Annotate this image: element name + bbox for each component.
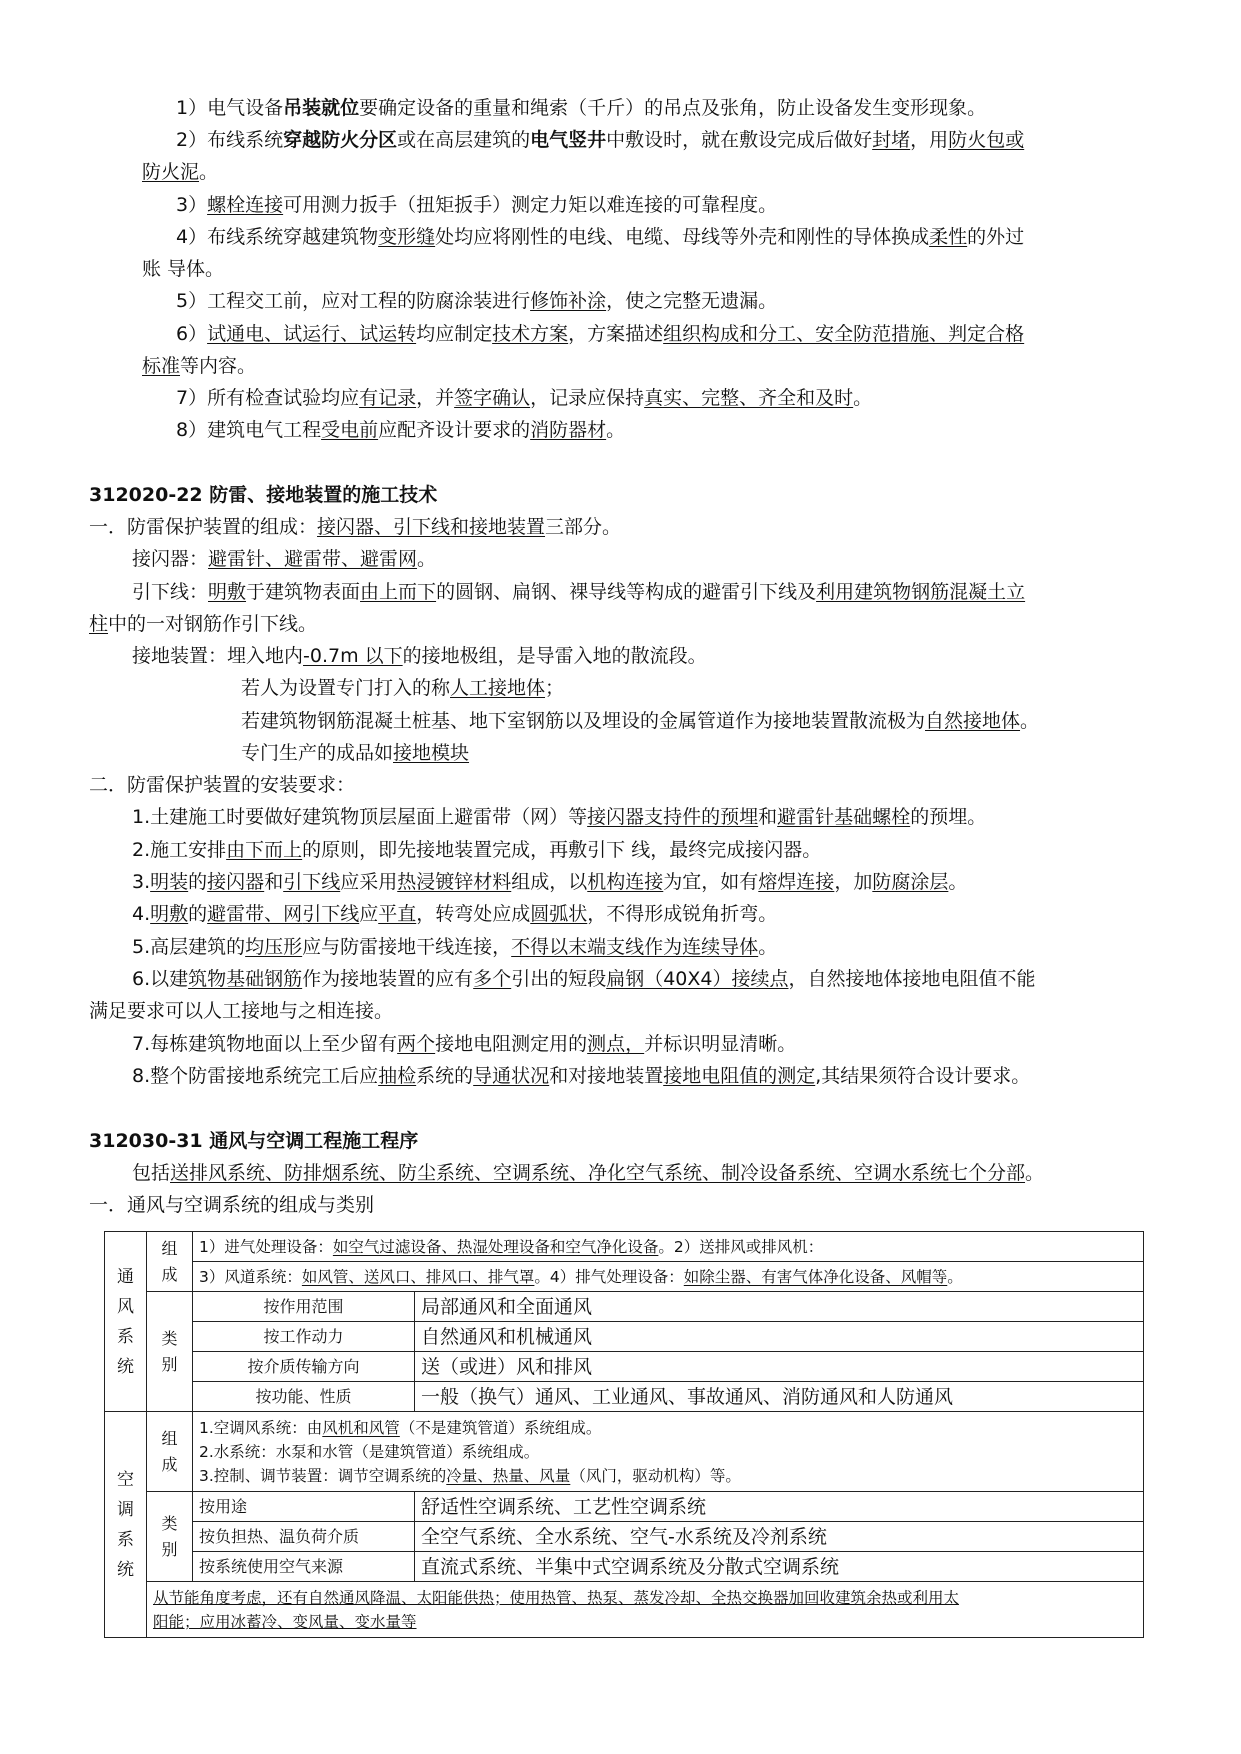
text-line: 7.每栋建筑物地面以上至少留有两个接地电阻测定用的测点，并标识明显清晰。 <box>132 1033 797 1055</box>
category-label: 类 别 <box>147 1292 193 1412</box>
composition-label: 组 成 <box>147 1412 193 1492</box>
category-criterion: 按系统使用空气来源 <box>193 1552 415 1582</box>
ventilation-ac-table <box>104 1231 1144 1638</box>
text-line: 5）工程交工前，应对工程的防腐涂装进行修饰补涂，使之完整无遗漏。 <box>176 290 778 312</box>
text-line: 8.整个防雷接地系统完工后应抽检系统的导通状况和对接地装置接地电阻值的测定,其结果须符合设计要求。 <box>132 1065 1031 1087</box>
category-label: 类 别 <box>147 1492 193 1582</box>
text-line: 二．防雷保护装置的安装要求： <box>89 774 356 796</box>
section-heading: 312020-22 防雷、接地装置的施工技术 <box>89 484 438 506</box>
text-line: 专门生产的成品如接地模块 <box>241 742 470 764</box>
text-line: 6）试通电、试运行、试运转均应制定技术方案，方案描述组织构成和分工、安全防范措施、判定合格 <box>176 323 1025 345</box>
ac-system-label: 空 调 系 统 <box>105 1412 147 1638</box>
text-line: 包括送排风系统、防排烟系统、防尘系统、空调系统、净化空气系统、制冷设备系统、空调水系统七个分部。 <box>132 1162 1045 1184</box>
text-line: 4）布线系统穿越建筑物变形缝处均应将刚性的电线、电缆、母线等外壳和刚性的导体换成柔性的外过 <box>176 226 1025 248</box>
text-line: 接闪器：避雷针、避雷带、避雷网。 <box>132 548 437 570</box>
text-line: 标准等内容。 <box>142 355 257 377</box>
composition-label: 组 成 <box>147 1232 193 1292</box>
text-line: 满足要求可以人工接地与之相连接。 <box>89 1000 394 1022</box>
text-line: 5.高层建筑的均压形应与防雷接地干线连接，不得以末端支线作为连续导体。 <box>132 936 778 958</box>
text-line: 3.明装的接闪器和引下线应采用热浸镀锌材料组成，以机构连接为宜，如有熔焊连接，加防腐涂层。 <box>132 871 968 893</box>
text-line: 接地装置：埋入地内-0.7m 以下的接地极组，是导雷入地的散流段。 <box>132 645 707 667</box>
text-line: 柱中的一对钢筋作引下线。 <box>89 613 318 635</box>
category-value: 局部通风和全面通风 <box>415 1292 1144 1322</box>
category-value: 直流式系统、半集中式空调系统及分散式空调系统 <box>415 1552 1144 1582</box>
text-line: 6.以建筑物基础钢筋作为接地装置的应有多个引出的短段扁钢（40X4）接续点，自然接地体接地电阻值不能 <box>132 968 1036 990</box>
text-line: 一．防雷保护装置的组成：接闪器、引下线和接地装置三部分。 <box>89 516 622 538</box>
text-line: 4.明敷的避雷带、网引下线应平直，转弯处应成圆弧状，不得形成锐角折弯。 <box>132 903 778 925</box>
text-line: 1.土建施工时要做好建筑物顶层屋面上避雷带（网）等接闪器支持件的预埋和避雷针基础螺栓的预埋。 <box>132 806 987 828</box>
text-line: 2.施工安排由下而上的原则，即先接地装置完成，再敷引下 线，最终完成接闪器。 <box>132 839 822 861</box>
energy-saving-note: 从节能角度考虑，还有自然通风降温、太阳能供热；使用热管、热泵、蒸发冷却、全热交换器加回收建筑余热或利用太 阳能；应用冰蓄冷、变风量、变水量等 <box>147 1582 1144 1638</box>
text-line: 账 导体。 <box>142 258 225 280</box>
category-criterion: 按工作动力 <box>193 1322 415 1352</box>
text-line: 8）建筑电气工程受电前应配齐设计要求的消防器材。 <box>176 419 626 441</box>
ventilation-composition-row: 1）进气处理设备：如空气过滤设备、热湿处理设备和空气净化设备。2）送排风或排风机： <box>193 1232 1144 1262</box>
category-criterion: 按负担热、温负荷介质 <box>193 1522 415 1552</box>
text-line: 引下线：明敷于建筑物表面由上而下的圆钢、扁钢、裸导线等构成的避雷引下线及利用建筑物钢筋混凝土立 <box>132 581 1026 603</box>
text-line: 若人为设置专门打入的称人工接地体； <box>241 677 565 699</box>
category-value: 舒适性空调系统、工艺性空调系统 <box>415 1492 1144 1522</box>
category-criterion: 按作用范围 <box>193 1292 415 1322</box>
section-heading: 312030-31 通风与空调工程施工程序 <box>89 1130 419 1152</box>
text-line: 防火泥。 <box>142 161 219 183</box>
category-criterion: 按介质传输方向 <box>193 1352 415 1382</box>
category-value: 一般（换气）通风、工业通风、事故通风、消防通风和人防通风 <box>415 1382 1144 1412</box>
ventilation-system-label: 通 风 系 统 <box>105 1232 147 1412</box>
text-line: 7）所有检查试验均应有记录，并签字确认，记录应保持真实、完整、齐全和及时。 <box>176 387 873 409</box>
text-line: 3）螺栓连接可用测力扳手（扭矩扳手）测定力矩以难连接的可靠程度。 <box>176 194 778 216</box>
category-value: 全空气系统、全水系统、空气-水系统及冷剂系统 <box>415 1522 1144 1552</box>
category-value: 送（或进）风和排风 <box>415 1352 1144 1382</box>
category-criterion: 按功能、性质 <box>193 1382 415 1412</box>
ventilation-composition-row: 3）风道系统：如风管、送风口、排风口、排气罩。4）排气处理设备：如除尘器、有害气体净化设备、风帽等。 <box>193 1262 1144 1292</box>
text-line: 1）电气设备吊装就位要确定设备的重量和绳索（千斤）的吊点及张角，防止设备发生变形现象。 <box>176 97 987 119</box>
category-criterion: 按用途 <box>193 1492 415 1522</box>
text-line: 若建筑物钢筋混凝土桩基、地下室钢筋以及埋设的金属管道作为接地装置散流极为自然接地体。 <box>241 710 1040 732</box>
text-line: 2）布线系统穿越防火分区或在高层建筑的电气竖井中敷设时，就在敷设完成后做好封堵，用防火包或 <box>176 129 1025 151</box>
category-value: 自然通风和机械通风 <box>415 1322 1144 1352</box>
text-line: 一．通风与空调系统的组成与类别 <box>89 1194 375 1216</box>
ac-composition-cell: 1.空调风系统：由风机和风管（不是建筑管道）系统组成。 2.水系统：水泵和水管（是建筑管道）系统组成。 3.控制、调节装置：调节空调系统的冷量、热量、风量（风门，驱动机构）等。 <box>193 1412 1144 1492</box>
